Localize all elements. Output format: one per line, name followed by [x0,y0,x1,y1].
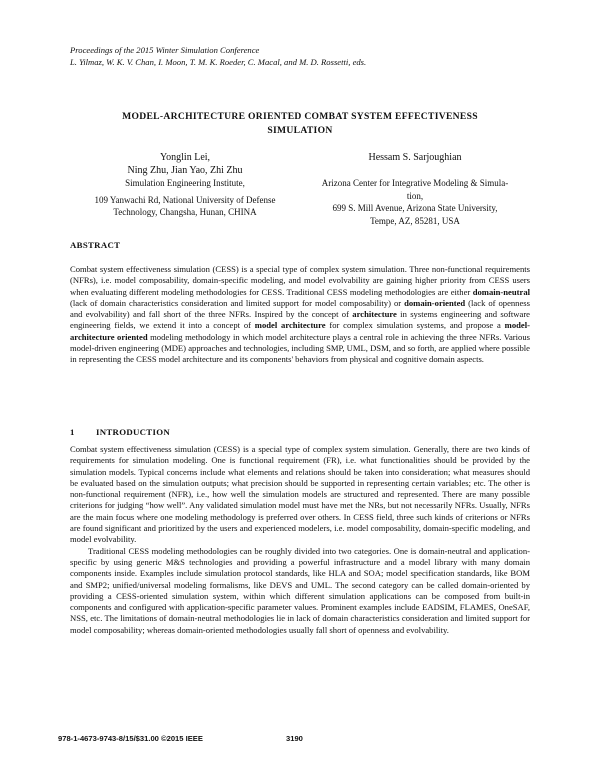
editors-line: L. Yilmaz, W. K. V. Chan, I. Moon, T. M. K. Roeder, C. Macal, and M. D. Rossetti, eds. [70,57,367,67]
page-number: 3190 [286,734,303,743]
title-line-1: MODEL-ARCHITECTURE ORIENTED COMBAT SYSTEM EFFECTIVENESS [122,111,478,122]
author-name: Yonglin Lei, [159,152,211,163]
abstract-text: (lack of openness and evolvability) and fall short of the three NFRs. Inspired by the concept of [70,297,530,320]
author-name: Hessam S. Sarjoughian [368,152,462,163]
affiliation-line: tion, [406,190,424,201]
isbn-footer: 978-1-4673-9743-8/15/$31.00 ©2015 IEEE [58,734,203,743]
abstract-text: modeling methodology in which model architecture plays a central role in achieving the three NFRs. Various model-driven engineering (MDE) approaches and technologies, including SMP, UML, DSM, and so forth, are applied where possible in representing the CESS model architecture and its components' behaviors from physical and cognitive domain aspects. [70,331,530,365]
author-block-left [70,151,300,219]
proceedings-line: Proceedings of the 2015 Winter Simulation Conference [70,45,260,55]
abstract-emphasis: architecture [352,309,397,320]
abstract-text: (lack of domain characteristics consideration and limited support for model composability) or [70,297,405,308]
introduction-heading [70,427,170,437]
abstract-text: Combat system effectiveness simulation (CESS) is a special type of complex system simulation. Three non-functional requirements (NFRs), i.e. model composability, domain-specific modeling, and model evolvability are gaining higher priority from CESS users when evaluating different modeling methodologies for CESS. Traditional CESS modeling methodologies are either [70,264,530,297]
affiliation-line: 109 Yanwachi Rd, National University of Defense [94,194,276,205]
intro-paragraph-1: Combat system effectiveness simulation (CESS) is a special type of complex system simulation. Generally, there are two kinds of requirements for simulation modeling. One is functional requirement (FR), i.e. what functionalities should be provided by the simulation models. Typical concerns include what elements and relations should be taken into consideration; what measures should be evaluated based on the simulation outputs; what precision should be supported in representing certain variables; etc. The other is non-functional requirement (NFR), i.e., how well the simulation models are structured and represented. There are many possible criterions for judging “how well”. Any validated simulation model must have met the NRs, but not necessarily NFRs. Usually, NFRs are the main focus where one modeling methodology is preferred over others. In CESS field, three such kinds of criterions or NFRs are found significant and prioritized by the users and experienced modelers, i.e. model composability, domain-specific modeling, and model evolvability. [70,444,530,545]
affiliation-line: Tempe, AZ, 85281, USA [370,215,460,226]
author-block-right [300,151,530,227]
affiliation-line: Simulation Engineering Institute, [125,178,245,188]
section-title: INTRODUCTION [96,427,170,437]
abstract-heading: ABSTRACT [70,240,121,250]
abstract-emphasis: model-architecture oriented [70,320,530,342]
affiliation-line: 699 S. Mill Avenue, Arizona State University, [332,203,498,214]
conference-header [70,44,366,68]
abstract-emphasis: model architecture [254,320,326,331]
abstract-body [70,264,530,366]
intro-paragraph-2: Traditional CESS modeling methodologies can be roughly divided into two categories. One is domain-neutral and application-specific by using generic M&S technologies and providing a powerful infrastructure and a model library with many domain components inside. Examples include simulation protocol standards, like HLA and SOA; model specification standards, like BOM and SMP2; unified/universal modeling formalisms, like DEVS and UML. The second category can be called domain-oriented by providing a CESS-oriented simulation system, within which different simulation applications can be composed from built-in components and configured with application-specific parameter values. Prominent examples include EADSIM, FLAMES, OneSAF, NSS, etc. The limitations of domain-neutral methodologies lie in lack of domain characteristics consideration and limited support for model composability; whereas domain-oriented methodologies usually fall short of openness and evolvability. [70,545,530,635]
title-line-2: SIMULATION [267,125,333,136]
abstract-emphasis: domain-oriented [404,297,466,308]
author-names: Ning Zhu, Jian Yao, Zhi Zhu [127,165,243,176]
abstract-text: for complex simulation systems, and propose a [325,320,505,331]
section-number: 1 [70,427,75,437]
affiliation-line: Arizona Center for Integrative Modeling & Simula- [321,178,509,188]
affiliation-line: Technology, Changsha, Hunan, CHINA [113,207,257,218]
introduction-body [70,444,530,636]
abstract-text: in systems engineering and software engineering fields, we extend it into a concept of [70,309,531,331]
paper-title [70,110,530,138]
abstract-emphasis: domain-neutral [472,286,530,297]
